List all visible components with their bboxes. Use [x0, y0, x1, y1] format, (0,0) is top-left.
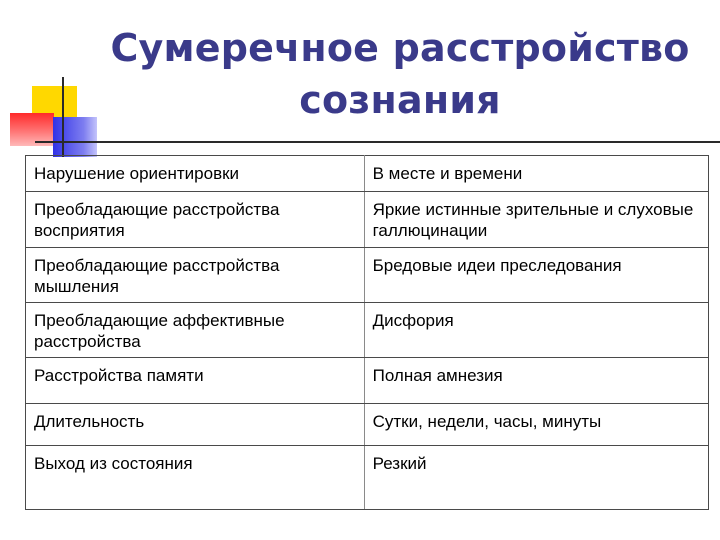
table-row: [26, 192, 709, 248]
value-cell: Резкий: [364, 446, 708, 510]
slide-title-line-1: Сумеречное расстройство: [110, 26, 690, 70]
table-row: [26, 446, 709, 510]
feature-cell: Длительность: [26, 404, 365, 446]
decor-vertical-line: [62, 77, 64, 157]
table-row: [26, 358, 709, 404]
value-cell: В месте и времени: [364, 156, 708, 192]
decor-blue-square: [53, 117, 97, 157]
value-cell: Полная амнезия: [364, 358, 708, 404]
decor-horizontal-line: [35, 141, 720, 143]
feature-cell: Преобладающие расстройства восприятия: [26, 192, 365, 248]
value-cell: Дисфория: [364, 303, 708, 358]
table-row: [26, 404, 709, 446]
slide-title-line-2: сознания: [299, 78, 501, 122]
table-row: [26, 248, 709, 303]
feature-cell: Преобладающие расстройства мышления: [26, 248, 365, 303]
value-cell: Сутки, недели, часы, минуты: [364, 404, 708, 446]
value-cell: Яркие истинные зрительные и слуховые галлюцинации: [364, 192, 708, 248]
symptom-table: [25, 155, 709, 510]
table-row: [26, 303, 709, 358]
feature-cell: Нарушение ориентировки: [26, 156, 365, 192]
feature-cell: Преобладающие аффективные расстройства: [26, 303, 365, 358]
feature-cell: Выход из состояния: [26, 446, 365, 510]
feature-cell: Расстройства памяти: [26, 358, 365, 404]
value-cell: Бредовые идеи преследования: [364, 248, 708, 303]
slide-title: [100, 22, 700, 126]
table-row: [26, 156, 709, 192]
